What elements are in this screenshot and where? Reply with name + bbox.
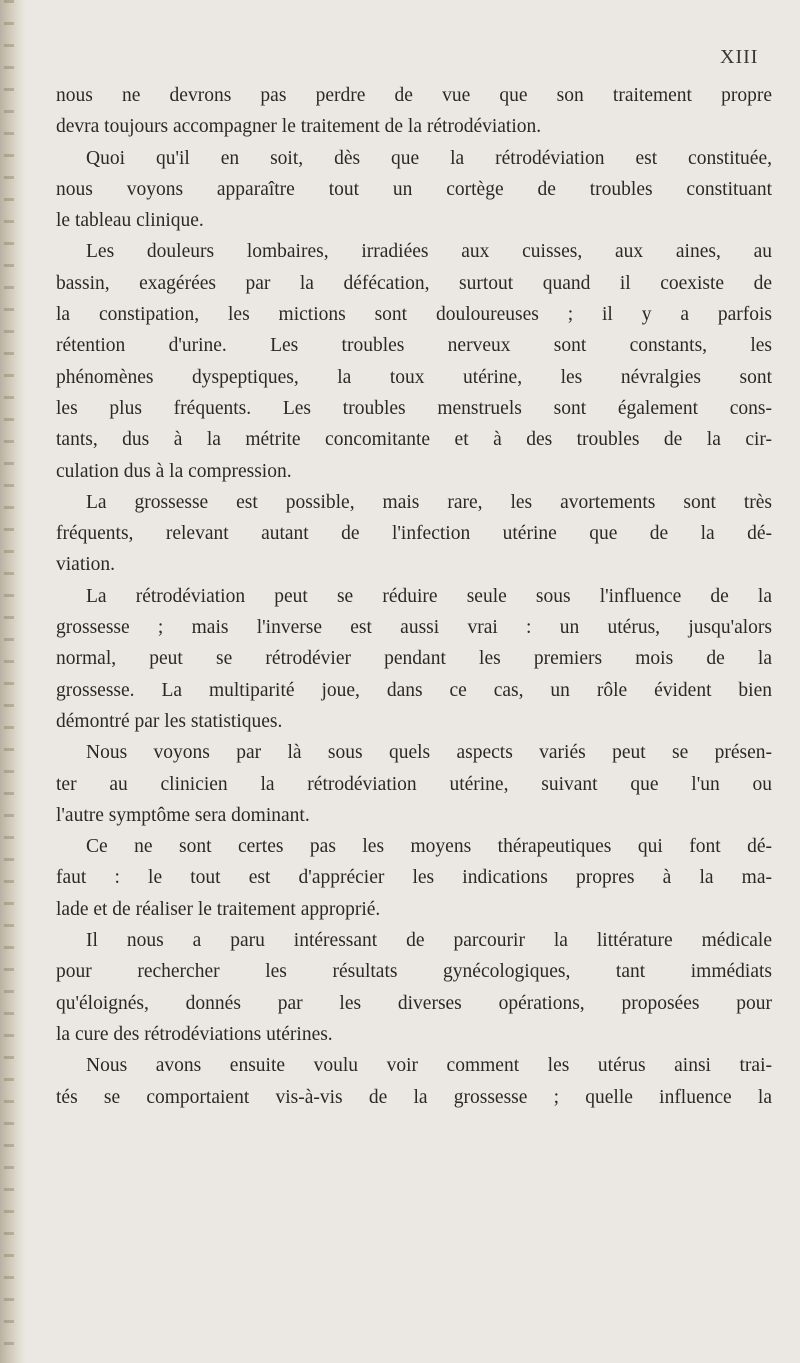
- binding-texture: [4, 0, 14, 1363]
- text-line: démontré par les statistiques.: [56, 710, 283, 732]
- text-line: faut : le tout est d'apprécier les indications propres à la ma-: [56, 867, 772, 889]
- text-line: La grossesse est possible, mais rare, les avortements sont très: [86, 491, 772, 513]
- binding-edge: [0, 0, 26, 1363]
- paragraph: [56, 80, 772, 143]
- text-line: normal, peut se rétrodévier pendant les premiers mois de la: [56, 648, 772, 670]
- text-line: rétention d'urine. Les troubles nerveux sont constants, les: [56, 335, 772, 357]
- body-text: [56, 80, 772, 1113]
- text-line: nous ne devrons pas perdre de vue que son traitement propre: [56, 85, 772, 106]
- paragraph: [56, 143, 772, 237]
- text-line: l'autre symptôme sera dominant.: [56, 804, 310, 826]
- text-line: le tableau clinique.: [56, 210, 204, 232]
- paragraph: [56, 487, 772, 581]
- text-line: fréquents, relevant autant de l'infection utérine que de la dé-: [56, 523, 772, 545]
- paragraph: [56, 1050, 772, 1113]
- paragraph: [56, 831, 772, 925]
- paragraph: [56, 236, 772, 486]
- text-line: pour rechercher les résultats gynécologiques, tant immédiats: [56, 961, 772, 983]
- text-line: la constipation, les mictions sont douloureuses ; il y a parfois: [56, 304, 772, 326]
- text-line: la cure des rétrodéviations utérines.: [56, 1023, 333, 1045]
- text-line: viation.: [56, 554, 116, 576]
- text-line: Nous voyons par là sous quels aspects variés peut se présen-: [86, 742, 772, 764]
- text-line: tés se comportaient vis-à-vis de la grossesse ; quelle influence la: [56, 1086, 772, 1108]
- text-line: grossesse ; mais l'inverse est aussi vrai : un utérus, jusqu'alors: [56, 617, 772, 639]
- text-line: devra toujours accompagner le traitement de la rétrodéviation.: [56, 116, 542, 138]
- text-line: tants, dus à la métrite concomitante et à des troubles de la cir-: [56, 429, 772, 451]
- text-line: La rétrodéviation peut se réduire seule sous l'influence de la: [86, 585, 772, 607]
- text-line: qu'éloignés, donnés par les diverses opérations, proposées pour: [56, 992, 772, 1014]
- text-line: Quoi qu'il en soit, dès que la rétrodéviation est constituée,: [86, 147, 772, 169]
- paragraph: [56, 581, 772, 737]
- text-line: phénomènes dyspeptiques, la toux utérine, les névralgies sont: [56, 366, 772, 388]
- text-line: Nous avons ensuite voulu voir comment les utérus ainsi trai-: [86, 1055, 772, 1077]
- text-line: Il nous a paru intéressant de parcourir la littérature médicale: [86, 930, 772, 952]
- text-line: lade et de réaliser le traitement approprié.: [56, 898, 381, 920]
- paragraph: [56, 737, 772, 831]
- text-line: nous voyons apparaître tout un cortège de troubles constituant: [56, 178, 772, 200]
- text-line: Les douleurs lombaires, irradiées aux cuisses, aux aines, au: [86, 241, 772, 263]
- text-line: Ce ne sont certes pas les moyens thérapeutiques qui font dé-: [86, 836, 772, 858]
- text-line: ter au clinicien la rétrodéviation utérine, suivant que l'un ou: [56, 773, 772, 795]
- text-line: les plus fréquents. Les troubles menstruels sont également cons-: [56, 397, 772, 419]
- paragraph: [56, 925, 772, 1050]
- text-line: grossesse. La multiparité joue, dans ce cas, un rôle évident bien: [56, 679, 772, 701]
- text-line: culation dus à la compression.: [56, 460, 292, 482]
- text-line: bassin, exagérées par la défécation, surtout quand il coexiste de: [56, 272, 772, 294]
- page-number: XIII: [720, 46, 759, 68]
